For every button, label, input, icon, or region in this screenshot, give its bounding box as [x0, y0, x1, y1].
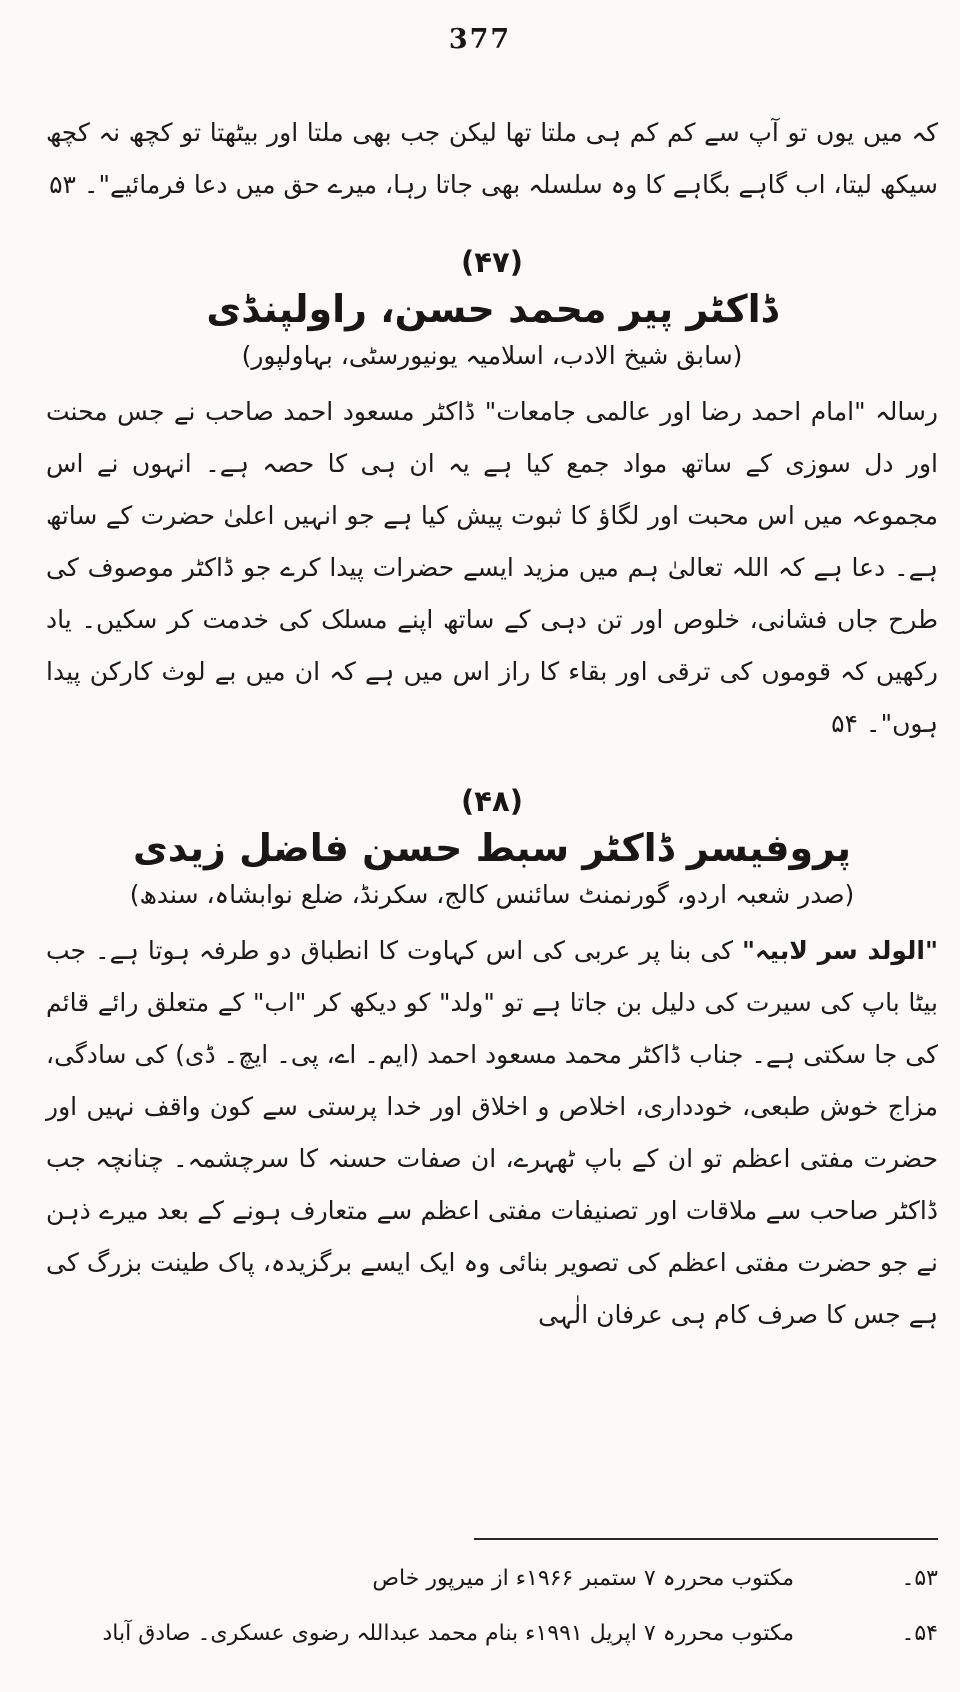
intro-paragraph: کہ میں یوں تو آپ سے کم کم ہی ملتا تھا لیکن جب بھی ملتا اور بیٹھتا تو کچھ نہ کچھ سیکھ لیتا، اب گاہے بگاہے کا وہ سلسلہ بھی جاتا رہا، میرے حق میں دعا فرمائیے"۔ ۵۳: [46, 118, 938, 199]
section-47-title: ڈاکٹر پیر محمد حسن، راولپنڈی: [206, 287, 778, 331]
section-48: [46, 784, 938, 1341]
footnote-54: [46, 1617, 938, 1650]
page-number: 377: [448, 24, 512, 55]
footnote-53-number: ۵۳۔: [901, 1566, 938, 1591]
section-48-body-text: کی بنا پر عربی کی اس کہاوت کا انطباق دو طرفہ ہوتا ہے۔ جب بیٹا باپ کی سیرت کی دلیل بن جاتا ہے تو "ولد" کو دیکھ کر "اب" کے متعلق رائے قائم کی جا سکتی ہے۔ جناب ڈاکٹر محمد مسعود احمد (ایم۔ اے، پی۔ ایچ۔ ڈی) کی سادگی، مزاج خوش طبعی، خودداری، اخلاص و اخلاق اور خدا پرستی سے کون واقف نہیں اور حضرت مفتی اعظم تو ان کے باپ ٹھہرے، ان صفات حسنہ کا سرچشمہ۔ چنانچہ جب ڈاکٹر صاحب سے ملاقات اور تصنیفات مفتی اعظم سے متعارف ہونے کے بعد میرے ذہن نے جو حضرت مفتی اعظم کی تصویر بنائی وہ ایک ایسے برگزیدہ، پاک طینت بزرگ کی ہے جس کا صرف کام ہی عرفان الٰہی: [46, 936, 938, 1329]
footnotes: [46, 1538, 938, 1650]
page-content: [0, 107, 960, 1341]
section-48-title: پروفیسر ڈاکٹر سبط حسن فاضل زیدی: [132, 826, 852, 870]
section-48-body: [46, 925, 938, 1341]
section-47-subtitle: (سابق شیخ الادب، اسلامیہ یونیورسٹی، بہاولپور): [241, 341, 743, 370]
footnote-54-number: ۵۴۔: [901, 1621, 938, 1646]
section-47-body: رسالہ "امام احمد رضا اور عالمی جامعات" ڈاکٹر مسعود احمد صاحب نے جس محنت اور دل سوزی کے ساتھ مواد جمع کیا ہے یہ ان ہی کا حصہ ہے۔ انہوں نے اس مجموعہ میں اس محبت اور لگاؤ کا ثبوت پیش کیا ہے جو انہیں اعلیٰ حضرت کے ساتھ ہے۔ دعا ہے کہ اللہ تعالیٰ ہم میں مزید ایسے حضرات پیدا کرے جو ڈاکٹر موصوف کی طرح جاں فشانی، خلوص اور تن دہی کے ساتھ اپنے مسلک کی خدمت کر سکیں۔ یاد رکھیں کہ قوموں کی ترقی اور بقاء کا راز اس میں ہے کہ ان میں بے لوث کارکن پیدا ہوں"۔ ۵۴: [46, 397, 938, 738]
section-48-lead-phrase: "الولد سر لابیہ": [742, 936, 938, 965]
section-48-number: (۴۸): [461, 784, 523, 818]
footnote-53: [46, 1562, 938, 1595]
section-47-number: (۴۷): [461, 245, 523, 279]
section-47: [46, 245, 938, 750]
footnote-54-text: مکتوب محررہ ۷ اپریل ۱۹۹۱ء بنام محمد عبداللہ رضوی عسکری۔ صادق آباد: [102, 1621, 794, 1646]
footnote-53-text: مکتوب محررہ ۷ ستمبر ۱۹۶۶ء از میرپور خاص: [372, 1566, 794, 1591]
section-48-subtitle: (صدر شعبہ اردو، گورنمنٹ سائنس کالج، سکرنڈ، ضلع نوابشاہ، سندھ): [129, 880, 855, 909]
footnote-separator: [474, 1538, 938, 1540]
